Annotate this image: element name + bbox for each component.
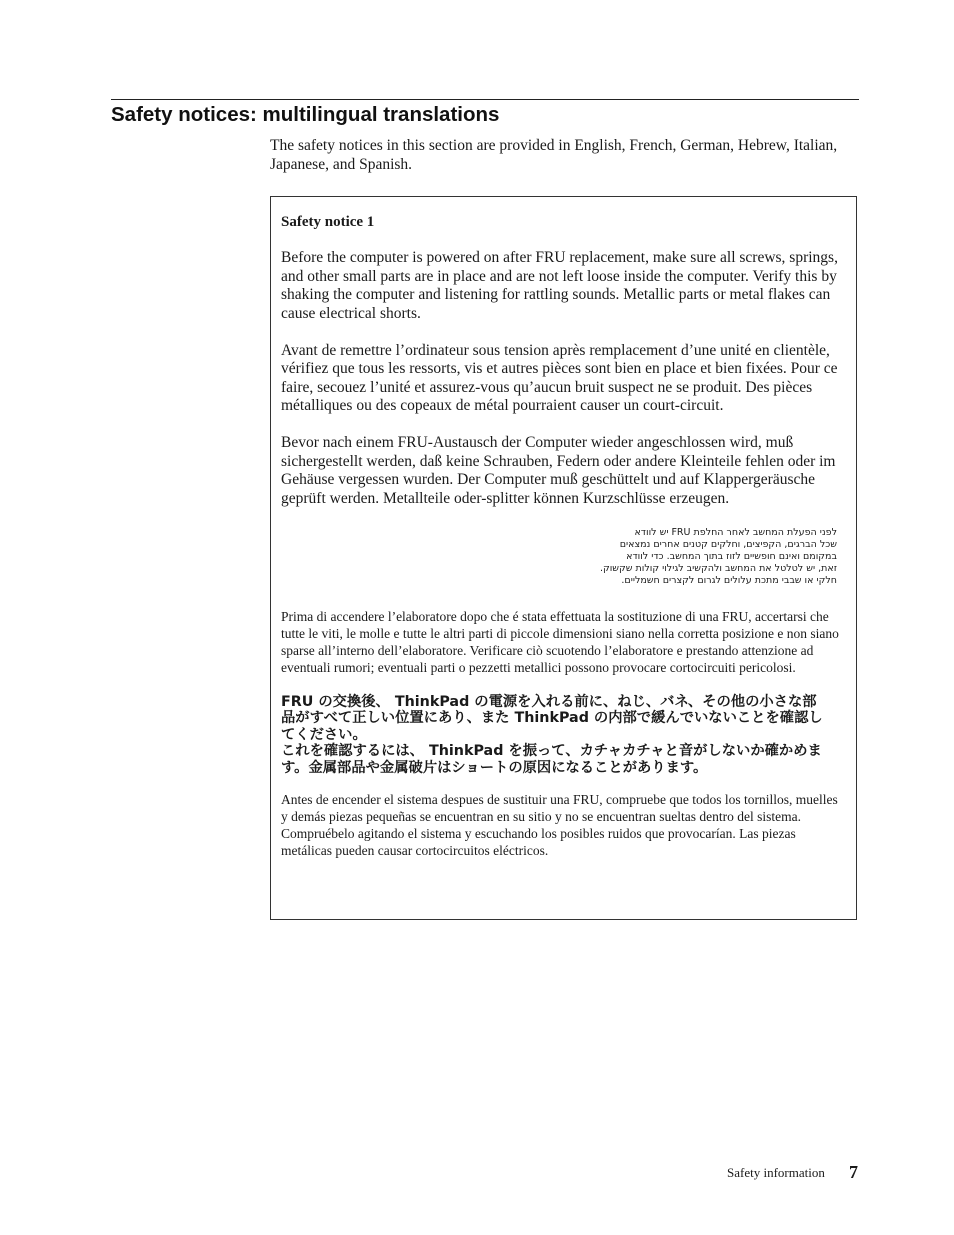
notice-french: Avant de remettre l’ordinateur sous tension après remplacement d’une unité en clientèle, vérifiez que tous les ressorts, vis et autres pièces sont bien en place et bien fixées. Pour ce faire, secouez l’unité et assurez-vous qu’aucun bruit suspect ne se produit. Des pièces métalliques ou des copeaux de métal pourraient causer un court-circuit. <box>281 341 838 414</box>
hebrew-line: שכל הברגים, הקפיצים, וחלקים קטנים אחרים נמצאים <box>619 538 837 550</box>
notice-japanese <box>281 694 847 777</box>
japanese-line: これを確認するには、 ThinkPad を振って、カチャカチャと音がしないか確かめま <box>281 743 822 760</box>
footer-section-label: Safety information <box>727 1165 825 1180</box>
hebrew-line: לפני הפעלת המחשב לאחר החלפת FRU יש לוודא <box>634 526 837 538</box>
top-rule <box>111 99 859 100</box>
hebrew-line: זאת, יש לטלטל את המחשב ולהקשיב לגילוי קולות שקשוק. <box>599 563 837 575</box>
safety-notice-box <box>270 196 857 920</box>
japanese-line: FRU の交換後、 ThinkPad の電源を入れる前に、ねじ、バネ、その他の小さな部 <box>281 693 817 710</box>
safety-notice-content <box>281 212 847 877</box>
japanese-line: す。金属部品や金属破片はショートの原因になることがあります。 <box>281 759 708 776</box>
section-title: Safety notices: multilingual translations <box>111 103 500 126</box>
hebrew-line: במקומם ואינם חופשיים לזוז בתוך המחשב. כדי לוודא <box>626 550 837 562</box>
japanese-line: てください。 <box>281 726 367 743</box>
hebrew-line: חלקי או שבבי מתכת עלולים לגרום לקצרים חשמליים. <box>621 575 837 587</box>
notice-hebrew <box>281 527 847 588</box>
notice-spanish: Antes de encender el sistema despues de sustituir una FRU, compruebe que todos los tornillos, muelles y demás piezas pequeñas se encuentran en su sitio y no se encuentran sueltas dentro del sistema. Compruébelo agitando el sistema y escuchando los posibles ruidos que provocarían. Las piezas metálicas pueden causar cortocircuitos eléctricos. <box>281 792 838 859</box>
page-number: 7 <box>849 1162 858 1182</box>
notice-english: Before the computer is powered on after FRU replacement, make sure all screws, springs, and other small parts are in place and are not left loose inside the computer. Verify this by shaking the computer and listening for rattling sounds. Metallic parts or metal flakes can cause electrical shorts. <box>281 249 838 322</box>
notice-heading: Safety notice 1 <box>281 214 375 230</box>
japanese-line: 品がすべて正しい位置にあり、また ThinkPad の内部で緩んでいないことを確認し <box>281 710 823 727</box>
intro-paragraph: The safety notices in this section are provided in English, French, German, Hebrew, Italian, Japanese, and Spanish. <box>270 137 838 173</box>
notice-german: Bevor nach einem FRU-Austausch der Computer wieder angeschlossen wird, muß sichergestellt werden, daß keine Schrauben, Federn oder andere Kleinteile fehlen oder im Gehäuse vergessen wurden. Der Computer muß geschüttelt und auf Klappergeräusche geprüft werden. Metallteile oder-splitter können Kurzschlüsse erzeugen. <box>281 434 836 507</box>
notice-italian: Prima di accendere l’elaboratore dopo che é stata effettuata la sostituzione di una FRU, accertarsi che tutte le viti, le molle e tutte le altri parti di piccole dimensioni siano nella corretta posizione e non siano sparse all’interno dell’elaboratore. Verificare ciò scuotendo l’elaboratore e prestando attenzione ad eventuali rumori; eventuali parti o pezzetti metallici possono provocare cortocircuiti pericolosi. <box>281 608 839 675</box>
